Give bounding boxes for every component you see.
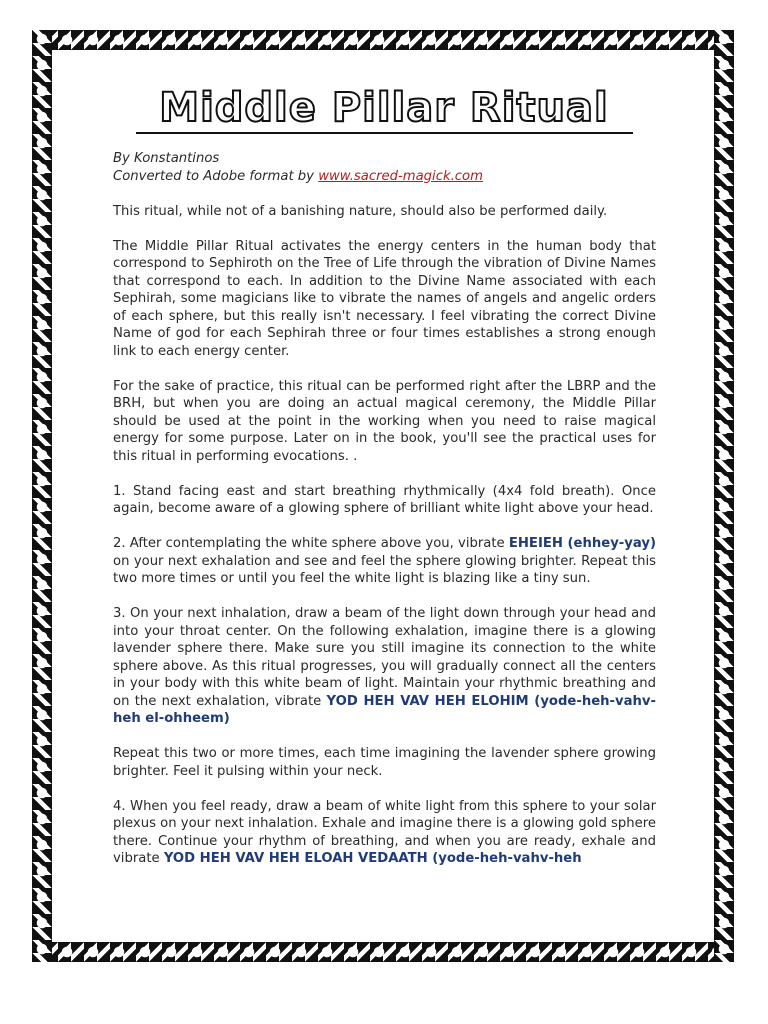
title-underline <box>136 132 633 134</box>
paragraph-step-2 <box>113 535 656 588</box>
source-link[interactable]: www.sacred-magick.com <box>318 168 483 184</box>
paragraph-repeat: Repeat this two or more times, each time imagining the lavender sphere growing brighter. Feel it pulsing within your neck. <box>113 746 656 779</box>
paragraph-step-4 <box>113 798 656 868</box>
author-line: By Konstantinos <box>113 151 220 166</box>
border-left <box>32 30 52 962</box>
page-title: Middle Pillar Ritual <box>159 85 609 131</box>
step-4-text: 4. When you feel ready, draw a beam of white light from this sphere to your solar plexus on your next inhalation. Exhale and imagine there is a glowing gold sphere there. Continue your rhythm of breathing, and when you are ready, exhale and vibrate <box>113 798 656 866</box>
divine-name-elohim: YOD HEH VAV HEH ELOHIM (yode-heh-vahv-heh el-ohheem) <box>113 693 656 726</box>
byline <box>113 150 656 185</box>
paragraph-step-3 <box>113 605 656 728</box>
border-right <box>714 30 734 962</box>
document-body <box>113 150 656 885</box>
paragraph-practice: For the sake of practice, this ritual can be performed right after the LBRP and the BRH, but when you are doing an actual magical ceremony, the Middle Pillar should be used at the point in the working when you need to raise magical energy for some purpose. Later on in the book, you'll see the practical uses for this ritual in performing evocations. . <box>113 378 656 464</box>
step-2-text-a: 2. After contemplating the white sphere above you, vibrate <box>113 536 509 551</box>
paragraph-step-1: 1. Stand facing east and start breathing rhythmically (4x4 fold breath). Once again, become aware of a glowing sphere of brilliant white light above your head. <box>113 483 656 516</box>
paragraph-intro: This ritual, while not of a banishing nature, should also be performed daily. <box>113 203 608 219</box>
step-3-text: 3. On your next inhalation, draw a beam of the light down through your head and into your throat center. On the following exhalation, imagine there is a glowing lavender sphere there. Make sure you still imagine its connection to the white sphere above. As this ritual progresses, you will gradually connect all the centers in your body with this white beam of light. Maintain your rhythmic breathing and on the next exhalation, vibrate <box>113 606 656 709</box>
divine-name-eloah-vedaath: YOD HEH VAV HEH ELOAH VEDAATH (yode-heh-vahv-heh <box>163 851 582 866</box>
border-bottom <box>32 942 734 962</box>
converted-text: Converted to Adobe format by <box>113 168 319 184</box>
step-2-text-b: on your next exhalation and see and feel the sphere glowing brighter. Repeat this two more times or until you feel the white light is blazing like a tiny sun. <box>113 553 656 586</box>
border-top <box>32 30 734 50</box>
paragraph-description: The Middle Pillar Ritual activates the energy centers in the human body that correspond to Sephiroth on the Tree of Life through the vibration of Divine Names that correspond to each. In addition to the Divine Name associated with each Sephirah, some magicians like to vibrate the names of angels and angelic orders of each sphere, but this really isn't necessary. I feel vibrating the correct Divine Name of god for each Sephirah three or four times establishes a strong enough link to each energy center. <box>113 238 656 359</box>
divine-name-eheieh: EHEIEH (ehhey-yay) <box>508 536 656 551</box>
